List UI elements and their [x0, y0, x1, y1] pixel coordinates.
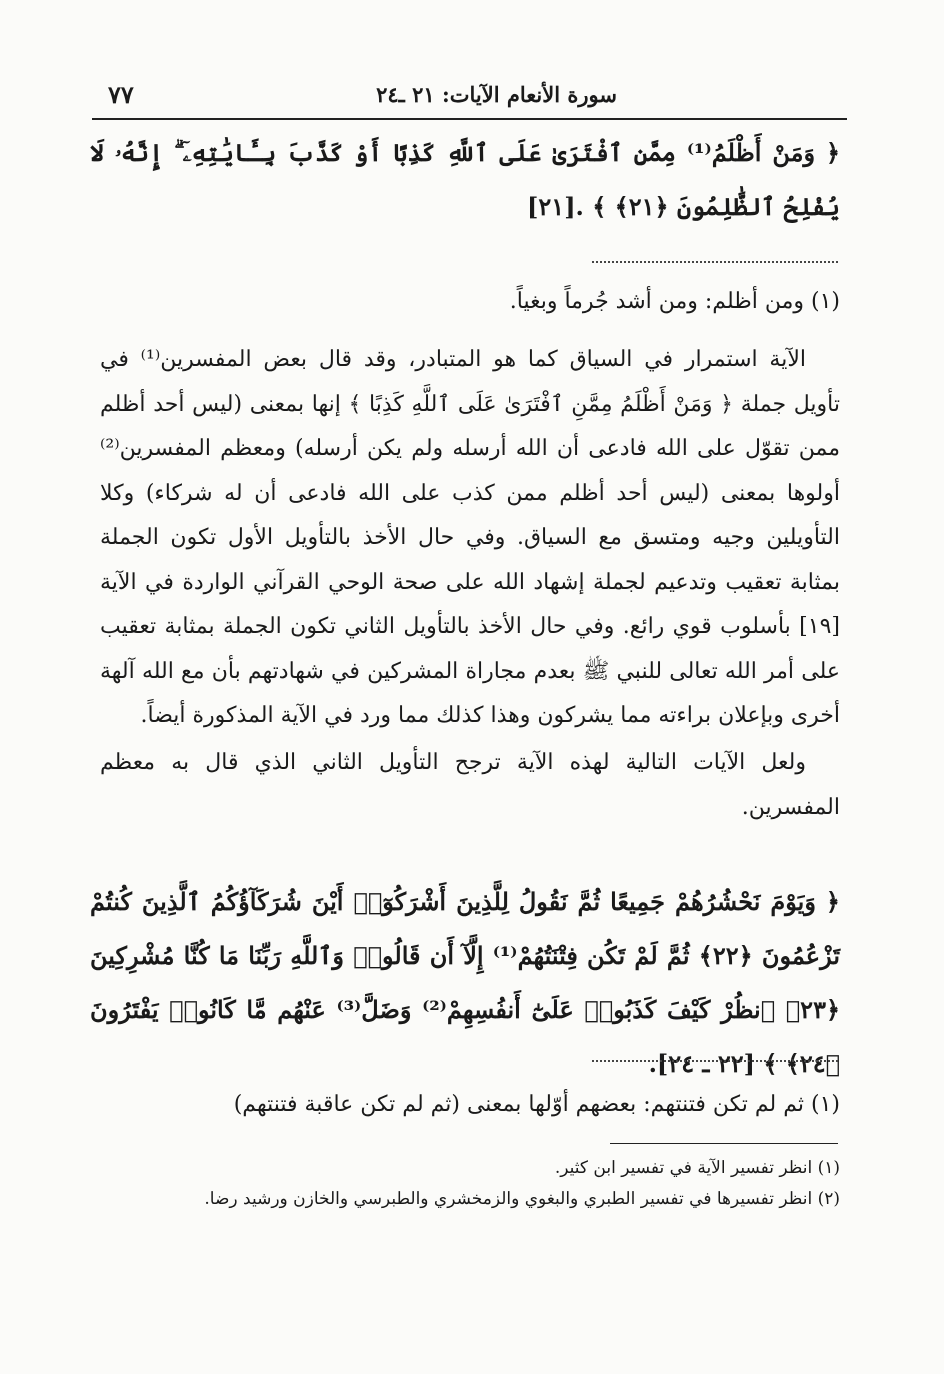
gloss-1-text: (١) ومن أظلم: ومن أشد جُرماً وبغياً. — [509, 289, 840, 314]
footnotes — [120, 1153, 840, 1215]
conclusion-paragraph — [100, 741, 840, 830]
gloss-2-text: (١) ثم لم تكن فتنتهم: بعضهم أوّلها بمعنى (ثم لم تكن عاقبة فتنتهم) — [233, 1092, 840, 1117]
verse-21-reference: .[٢١] — [527, 192, 584, 221]
page-header — [92, 78, 847, 120]
dotted-separator — [592, 1060, 838, 1062]
verses-22-24-text: ﴿ وَيَوْمَ نَحْشُرُهُمْ جَمِيعًا ثُمَّ نَقُولُ لِلَّذِينَ أَشْرَكُوٓا۟ أَيْنَ شُرَكَآؤُكُمُ ٱلَّذِينَ كُنتُمْ تَزْعُمُونَ ﴿٢٢﴾ ثُمَّ لَمْ تَكُن فِتْنَتُهُمْ⁽¹⁾ إِلَّآ أَن قَالُوا۟ وَٱللَّهِ رَبِّنَا مَا كُنَّا مُشْرِكِينَ ﴿٢٣﴾ ٱنظُرْ كَيْفَ كَذَبُوا۟ عَلَىٰٓ أَنفُسِهِمْ⁽²⁾ وَضَلَّ⁽³⁾ عَنْهُم مَّا كَانُوا۟ يَفْتَرُونَ ﴿٢٤﴾ ﴾ — [90, 887, 841, 1078]
verse-21-text: ﴿ وَمَنْ أَظْلَمُ⁽¹⁾ مِمَّنِ ٱفْتَرَىٰ عَلَى ٱللَّهِ كَذِبًا أَوْ كَذَّبَ بِـَٔايَٰتِهِۦٓ ۗ إِنَّهُۥ لَا يُفْلِحُ ٱلظَّٰلِمُونَ ﴿٢١﴾ ﴾ — [90, 138, 841, 221]
footnote-item: (٢) انظر تفسيرها في تفسير الطبري والبغوي والزمخشري والطبرسي والخازن ورشيد رضا. — [204, 1189, 840, 1209]
footnote-rule — [610, 1143, 838, 1144]
page-number: ٧٧ — [108, 80, 134, 109]
gloss-1 — [100, 280, 840, 325]
verses-22-24 — [90, 875, 840, 1091]
dotted-separator — [592, 261, 838, 263]
commentary-paragraph-text: الآية استمرار في السياق كما هو المتبادر، وقد قال بعض المفسرين⁽¹⁾ في تأويل جملة ﴿ وَمَنْ أَظْلَمُ مِمَّنِ ٱفْتَرَىٰ عَلَى ٱللَّهِ كَذِبًا ﴾ إنها بمعنى (ليس أحد أظلم ممن تقوّل على الله فادعى أن الله أرسله ولم يكن أرسله) ومعظم المفسرين⁽²⁾ أولوها بمعنى (ليس أحد أظلم ممن كذب على الله فادعى أن له شركاء) وكلا التأويلين وجيه ومتسق مع السياق. وفي حال الأخذ بالتأويل الأول تكون الجملة بمثابة تعقيب وتدعيم لجملة إشهاد الله على صحة الوحي القرآني الواردة في الآية [١٩] بأسلوب قوي رائع. وفي حال الأخذ بالتأويل الثاني تكون الجملة بمثابة تعقيب على أمر الله تعالى للنبي ﷺ بعدم مجاراة المشركين في شهادتهم بأن مع الله آلهة أخرى وبإعلان براءته مما يشركون وهذا كذلك مما ورد في الآية المذكورة أيضاً. — [100, 347, 840, 728]
footnote-item: (١) انظر تفسير الآية في تفسير ابن كثير. — [554, 1158, 840, 1178]
page-title: سورة الأنعام الآيات: ٢١ ـ٢٤ — [376, 82, 617, 107]
verses-22-24-reference: [٢٢ ـ ٢٤]. — [648, 1049, 755, 1078]
commentary-paragraph — [100, 338, 840, 739]
gloss-2 — [100, 1083, 840, 1128]
conclusion-paragraph-text: ولعل الآيات التالية لهذه الآية ترجح التأويل الثاني الذي قال به معظم المفسرين. — [100, 750, 840, 820]
verse-21 — [90, 126, 840, 234]
